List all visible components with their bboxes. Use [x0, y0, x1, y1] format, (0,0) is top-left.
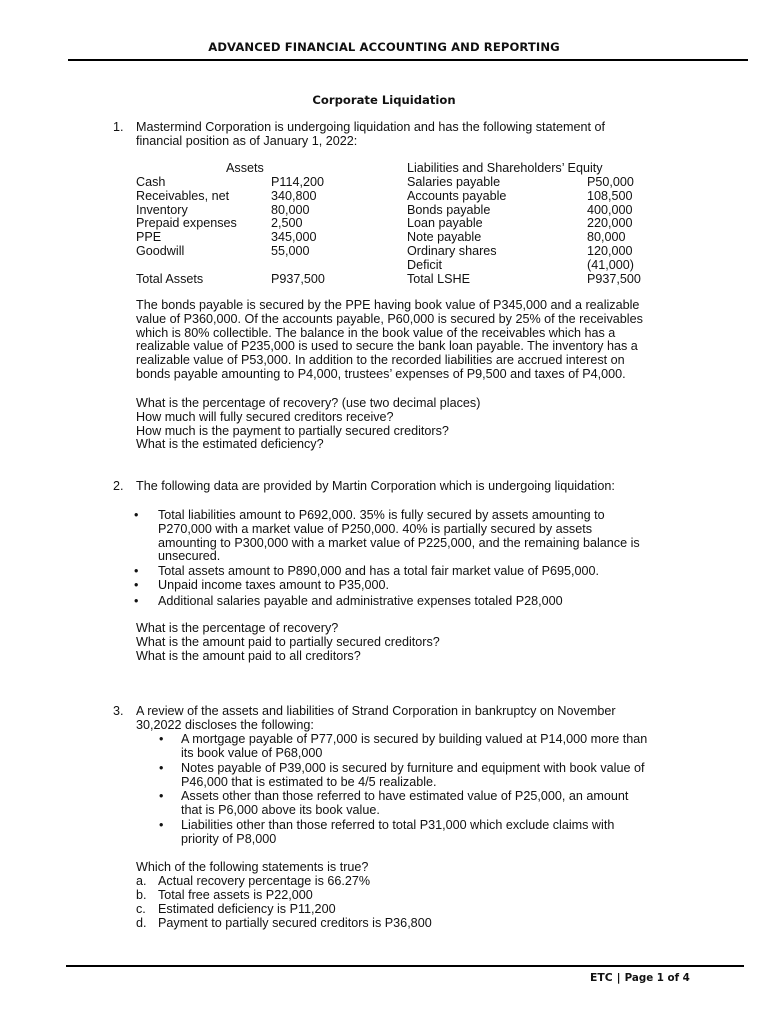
asset-label: Inventory	[136, 202, 188, 217]
asset-value: 80,000	[271, 202, 310, 217]
header-rule	[68, 59, 748, 61]
question-1-number: 1.	[113, 120, 124, 134]
footer-separator: |	[616, 971, 621, 984]
question-line: What is the estimated deficiency?	[136, 437, 324, 452]
question-2-intro: The following data are provided by Martin Corporation which is undergoing liquidation:	[136, 479, 615, 493]
bullet-item	[158, 509, 640, 564]
question-line: What is the percentage of recovery? (use two decimal places)	[136, 396, 481, 410]
choice-letter: a.	[136, 874, 147, 888]
bullet-icon: •	[159, 761, 164, 775]
bullet-line: Liabilities other than those referred to total P31,000 which exclude claims with	[181, 818, 615, 832]
choice-text: Total free assets is P22,000	[158, 888, 313, 902]
liability-label: Ordinary shares	[407, 243, 497, 258]
bullet-line: P270,000 with a market value of P250,000. 40% is partially secured by assets	[158, 521, 593, 536]
asset-label: PPE	[136, 230, 162, 245]
bullet-line: Total liabilities amount to P692,000. 35% is fully secured by assets amounting to	[158, 508, 605, 522]
choice-text: Payment to partially secured creditors is P36,800	[158, 916, 432, 930]
liability-label: Deficit	[407, 257, 442, 272]
question-2-questions	[136, 622, 661, 663]
choice-letter: b.	[136, 888, 147, 902]
body-line: value of P360,000. Of the accounts payable, P60,000 is secured by 25% of the receivables	[136, 311, 643, 326]
bullet-line: P46,000 that is estimated to be 4/5 realizable.	[181, 774, 437, 789]
asset-value: P114,200	[271, 175, 324, 189]
body-line: The bonds payable is secured by the PPE having book value of P345,000 and a realizable	[136, 298, 640, 312]
asset-label: Cash	[136, 175, 166, 189]
choice-letter: c.	[136, 902, 146, 916]
intro-line: Mastermind Corporation is undergoing liquidation and has the following statement of	[136, 120, 606, 134]
question-1-body	[136, 299, 661, 382]
asset-label: Goodwill	[136, 243, 185, 258]
assets-labels	[136, 176, 237, 259]
liability-value: 80,000	[587, 230, 626, 245]
choice-text: Estimated deficiency is P11,200	[158, 902, 336, 916]
bullet-item	[181, 819, 614, 847]
liability-value: 400,000	[587, 202, 633, 217]
asset-value: 340,800	[271, 188, 317, 203]
question-2-number: 2.	[113, 479, 124, 493]
asset-value: 55,000	[271, 243, 310, 258]
liability-label: Salaries payable	[407, 175, 501, 189]
bullet-line: Notes payable of P39,000 is secured by furniture and equipment with book value of	[181, 761, 645, 775]
liability-label: Note payable	[407, 230, 482, 245]
bullet-item	[181, 790, 628, 818]
intro-line: financial position as of January 1, 2022:	[136, 133, 358, 148]
assets-heading: Assets	[226, 161, 264, 175]
asset-label: Receivables, net	[136, 188, 230, 203]
total-assets-value: P937,500	[271, 272, 325, 286]
body-line: bonds payable amounting to P4,000, trustees’ expenses of P9,500 and taxes of P4,000.	[136, 366, 626, 381]
footer-org: ETC	[590, 971, 613, 984]
question-3-prompt: Which of the following statements is true?	[136, 860, 369, 874]
total-lshe-label: Total LSHE	[407, 272, 470, 286]
liability-value: (41,000)	[587, 257, 634, 272]
asset-value: 2,500	[271, 216, 303, 231]
question-1-questions	[136, 397, 661, 452]
bullet-item: Total assets amount to P890,000 and has a total fair market value of P695,000.	[158, 564, 600, 578]
page-number: Page 1 of 4	[624, 972, 690, 984]
asset-value: 345,000	[271, 230, 317, 245]
question-3-number: 3.	[113, 704, 124, 718]
bullet-line: priority of P8,000	[181, 831, 277, 846]
liability-label: Bonds payable	[407, 202, 491, 217]
total-assets-label: Total Assets	[136, 272, 204, 286]
header-title: ADVANCED FINANCIAL ACCOUNTING AND REPORTING	[208, 40, 560, 54]
body-line: which is 80% collectible. The balance in the book value of the receivables which has a	[136, 325, 616, 340]
intro-line: A review of the assets and liabilities of Strand Corporation in bankruptcy on November	[136, 704, 616, 718]
question-3-intro	[136, 705, 661, 733]
liabilities-labels	[407, 176, 506, 273]
bullet-line: that is P6,000 above its book value.	[181, 802, 380, 817]
intro-line: 30,2022 discloses the following:	[136, 717, 314, 732]
bullet-icon: •	[159, 732, 164, 746]
choice-text: Actual recovery percentage is 66.27%	[158, 874, 371, 888]
question-line: How much will fully secured creditors receive?	[136, 409, 394, 424]
bullet-item: Additional salaries payable and administrative expenses totaled P28,000	[158, 594, 563, 608]
question-1-intro	[136, 121, 661, 149]
document-title: Corporate Liquidation	[312, 93, 456, 107]
total-lshe-value: P937,500	[587, 272, 641, 286]
body-line: realizable value of P235,000 is used to secure the bank loan payable. The inventory has a	[136, 339, 638, 354]
bullet-item	[181, 733, 647, 761]
bullet-line: Assets other than those referred to have estimated value of P25,000, an amount	[181, 789, 629, 803]
bullet-icon: •	[134, 508, 139, 522]
assets-values	[271, 176, 324, 259]
asset-label: Prepaid expenses	[136, 216, 237, 231]
bullet-icon: •	[159, 818, 164, 832]
footer-rule	[66, 965, 744, 967]
liability-label: Accounts payable	[407, 188, 507, 203]
bullet-icon: •	[134, 564, 139, 578]
liabilities-values	[587, 176, 634, 273]
question-line: What is the amount paid to all creditors?	[136, 648, 361, 663]
liability-value: 108,500	[587, 188, 633, 203]
bullet-line: its book value of P68,000	[181, 745, 323, 760]
bullet-item	[181, 762, 644, 790]
bullet-icon: •	[134, 578, 139, 592]
body-line: realizable value of P53,000. In addition to the recorded liabilities are accrued interest on	[136, 353, 625, 368]
question-line: What is the percentage of recovery?	[136, 621, 339, 635]
bullet-line: unsecured.	[158, 549, 221, 564]
footer	[590, 971, 690, 984]
liabilities-heading: Liabilities and Shareholders’ Equity	[407, 161, 603, 175]
bullet-item: Unpaid income taxes amount to P35,000.	[158, 578, 390, 592]
choice-letter: d.	[136, 916, 147, 930]
question-line: What is the amount paid to partially secured creditors?	[136, 634, 440, 649]
liability-value: P50,000	[587, 175, 634, 189]
liability-label: Loan payable	[407, 216, 483, 231]
bullet-line: A mortgage payable of P77,000 is secured by building valued at P14,000 more than	[181, 732, 648, 746]
liability-value: 120,000	[587, 243, 633, 258]
bullet-line: amounting to P300,000 with a market value of P225,000, and the remaining balance is	[158, 535, 640, 550]
question-line: How much is the payment to partially secured creditors?	[136, 423, 449, 438]
bullet-icon: •	[159, 789, 164, 803]
liability-value: 220,000	[587, 216, 633, 231]
bullet-icon: •	[134, 594, 139, 608]
